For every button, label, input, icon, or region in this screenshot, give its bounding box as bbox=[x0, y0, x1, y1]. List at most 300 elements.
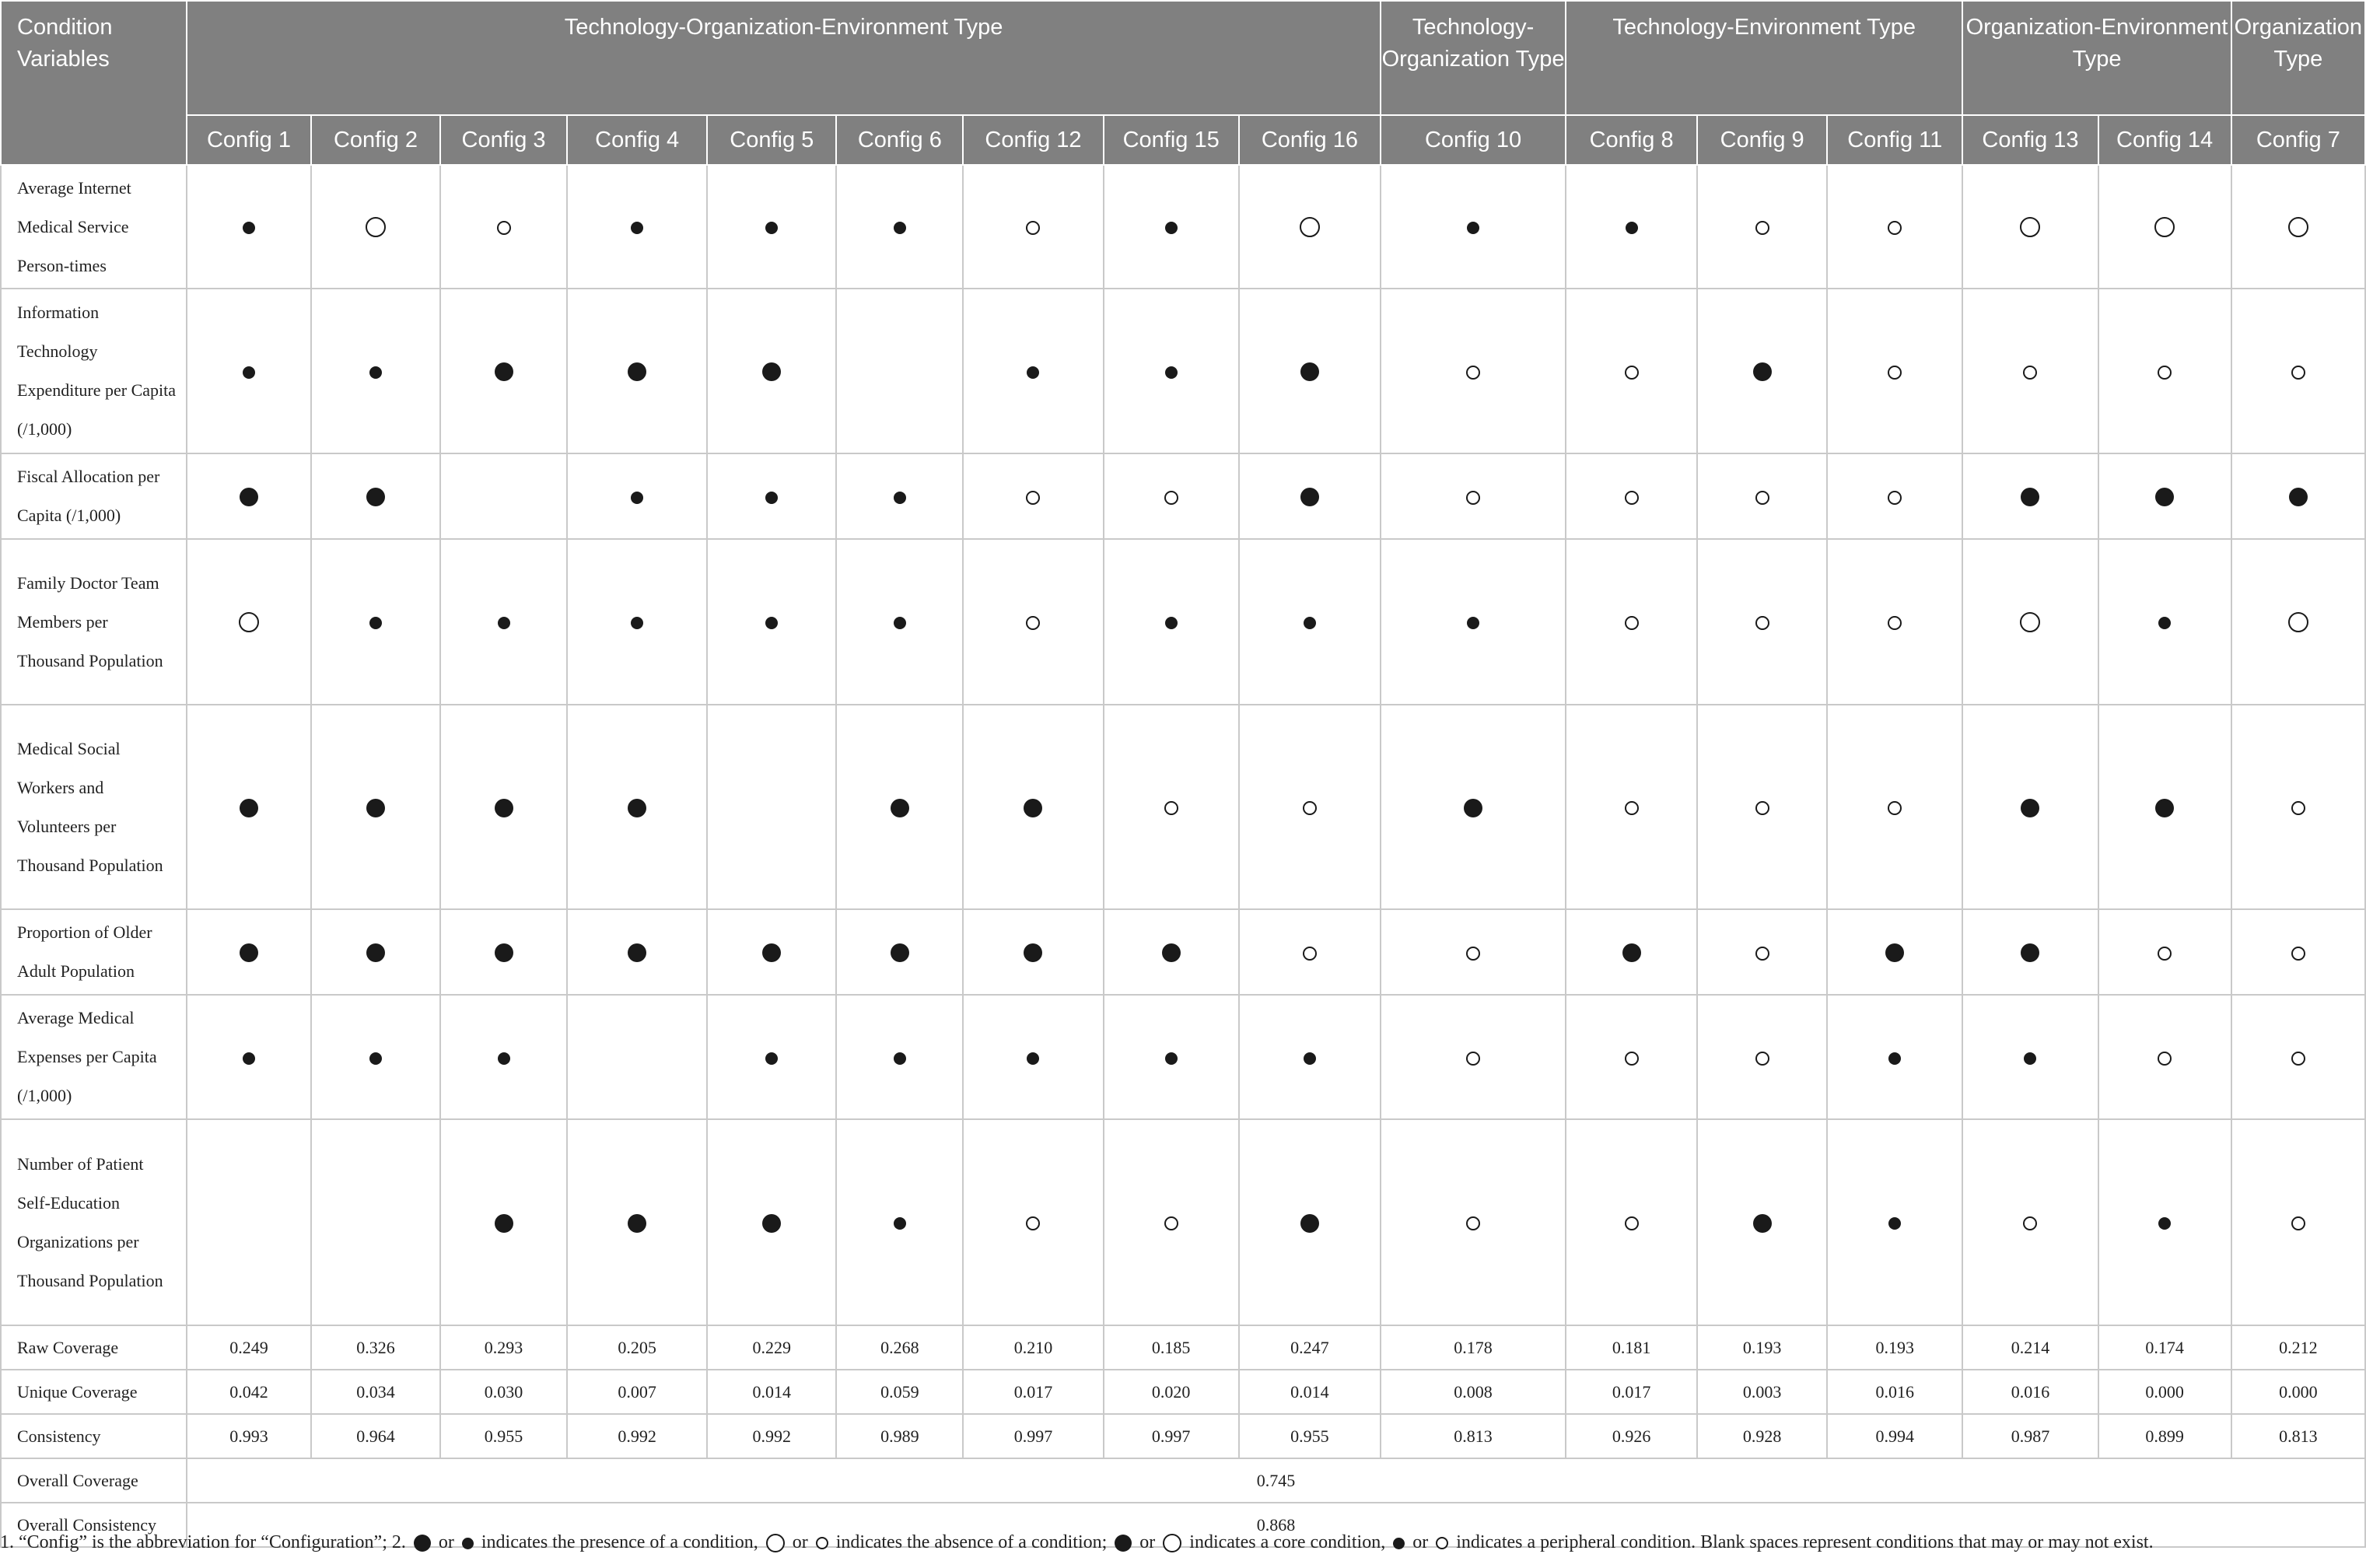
metric-value: 0.181 bbox=[1566, 1325, 1697, 1370]
footnote-or-4: or bbox=[1412, 1532, 1429, 1552]
condition-cell bbox=[2098, 909, 2231, 995]
metric-value: 0.017 bbox=[1566, 1370, 1697, 1414]
peripheral-absent-circle-icon bbox=[2291, 1052, 2305, 1066]
condition-cell bbox=[2098, 995, 2231, 1119]
peripheral-present-dot-icon bbox=[243, 222, 255, 234]
config-header: Config 7 bbox=[2231, 115, 2365, 165]
overall-label: Overall Coverage bbox=[1, 1458, 187, 1503]
condition-cell bbox=[1381, 165, 1566, 289]
core-present-dot-icon bbox=[1024, 943, 1042, 962]
config-header: Config 2 bbox=[311, 115, 440, 165]
peripheral-present-dot-icon bbox=[1165, 222, 1178, 234]
metric-value: 0.017 bbox=[963, 1370, 1103, 1414]
metric-row bbox=[1, 1370, 2365, 1414]
condition-cell bbox=[1962, 995, 2098, 1119]
peripheral-present-dot-icon bbox=[498, 617, 510, 629]
condition-cell bbox=[2231, 165, 2365, 289]
condition-cell bbox=[1827, 705, 1962, 909]
condition-cell bbox=[963, 909, 1103, 995]
condition-cell bbox=[707, 165, 836, 289]
header-group: Technology-Organization-Environment Type bbox=[187, 1, 1381, 115]
config-header: Config 9 bbox=[1697, 115, 1827, 165]
table-body bbox=[1, 165, 2365, 1547]
condition-cell bbox=[836, 453, 963, 539]
peripheral-absent-circle-icon bbox=[2158, 947, 2172, 961]
condition-row bbox=[1, 705, 2365, 909]
metric-value: 0.326 bbox=[311, 1325, 440, 1370]
condition-cell bbox=[836, 539, 963, 705]
condition-cell bbox=[2231, 539, 2365, 705]
core-present-dot-icon bbox=[762, 362, 781, 381]
condition-cell bbox=[1827, 909, 1962, 995]
metric-value: 0.212 bbox=[2231, 1325, 2365, 1370]
peripheral-present-dot-icon bbox=[498, 1052, 510, 1065]
condition-label: Average Medical Expenses per Capita (/1,000) bbox=[1, 995, 187, 1119]
condition-cell bbox=[2098, 705, 2231, 909]
condition-cell bbox=[1827, 539, 1962, 705]
condition-label: Number of Patient Self-Education Organizations per Thousand Population bbox=[1, 1119, 187, 1325]
metric-value: 0.993 bbox=[187, 1414, 311, 1458]
condition-cell bbox=[440, 909, 567, 995]
condition-cell bbox=[1697, 705, 1827, 909]
condition-variables-header: Condition Variables bbox=[1, 1, 187, 165]
core-present-dot-icon bbox=[1024, 799, 1042, 817]
metric-value: 0.020 bbox=[1104, 1370, 1239, 1414]
condition-label: Family Doctor Team Members per Thousand Population bbox=[1, 539, 187, 705]
condition-cell bbox=[1239, 539, 1381, 705]
condition-cell bbox=[1566, 289, 1697, 453]
peripheral-present-dot-icon bbox=[1027, 1052, 1039, 1065]
core-present-dot-icon bbox=[240, 943, 258, 962]
peripheral-present-dot-icon bbox=[1393, 1538, 1405, 1549]
config-header: Config 13 bbox=[1962, 115, 2098, 165]
core-present-dot-icon bbox=[1753, 362, 1772, 381]
core-present-dot-icon bbox=[1115, 1535, 1132, 1552]
header-group: Technology-Environment Type bbox=[1566, 1, 1962, 115]
condition-cell bbox=[963, 705, 1103, 909]
condition-cell bbox=[1566, 909, 1697, 995]
peripheral-absent-circle-icon bbox=[1466, 366, 1480, 380]
metric-value: 0.992 bbox=[567, 1414, 707, 1458]
metric-value: 0.955 bbox=[440, 1414, 567, 1458]
condition-cell bbox=[963, 453, 1103, 539]
condition-cell bbox=[2098, 165, 2231, 289]
condition-cell bbox=[707, 909, 836, 995]
condition-cell bbox=[1962, 289, 2098, 453]
condition-cell bbox=[2231, 995, 2365, 1119]
condition-cell bbox=[311, 289, 440, 453]
metric-label: Raw Coverage bbox=[1, 1325, 187, 1370]
metric-value: 0.293 bbox=[440, 1325, 567, 1370]
condition-cell bbox=[707, 1119, 836, 1325]
core-present-dot-icon bbox=[2155, 488, 2174, 506]
peripheral-absent-circle-icon bbox=[1164, 491, 1178, 505]
peripheral-present-dot-icon bbox=[894, 222, 906, 234]
core-absent-circle-icon bbox=[1300, 217, 1320, 237]
core-present-dot-icon bbox=[762, 1214, 781, 1233]
peripheral-absent-circle-icon bbox=[1625, 1216, 1639, 1230]
condition-label: Proportion of Older Adult Population bbox=[1, 909, 187, 995]
peripheral-absent-circle-icon bbox=[1303, 801, 1317, 815]
metric-value: 0.000 bbox=[2098, 1370, 2231, 1414]
condition-cell bbox=[187, 909, 311, 995]
overall-label: Overall Consistency bbox=[1, 1503, 187, 1547]
config-header: Config 6 bbox=[836, 115, 963, 165]
peripheral-present-dot-icon bbox=[1165, 1052, 1178, 1065]
core-present-dot-icon bbox=[2155, 799, 2174, 817]
condition-cell bbox=[963, 995, 1103, 1119]
overall-row bbox=[1, 1458, 2365, 1503]
peripheral-absent-circle-icon bbox=[1026, 1216, 1040, 1230]
condition-cell bbox=[311, 705, 440, 909]
header-group: Organization-Environment Type bbox=[1962, 1, 2231, 115]
condition-cell bbox=[2098, 453, 2231, 539]
metric-row bbox=[1, 1414, 2365, 1458]
peripheral-present-dot-icon bbox=[1467, 222, 1479, 234]
config-header: Config 14 bbox=[2098, 115, 2231, 165]
metric-value: 0.997 bbox=[1104, 1414, 1239, 1458]
condition-cell bbox=[1697, 539, 1827, 705]
core-present-dot-icon bbox=[414, 1535, 431, 1552]
core-present-dot-icon bbox=[1622, 943, 1641, 962]
condition-cell bbox=[836, 705, 963, 909]
core-present-dot-icon bbox=[495, 799, 513, 817]
core-present-dot-icon bbox=[891, 799, 909, 817]
condition-cell bbox=[707, 289, 836, 453]
condition-row bbox=[1, 289, 2365, 453]
config-header: Config 11 bbox=[1827, 115, 1962, 165]
metric-value: 0.193 bbox=[1827, 1325, 1962, 1370]
metric-label: Unique Coverage bbox=[1, 1370, 187, 1414]
core-absent-circle-icon bbox=[2020, 612, 2040, 632]
core-present-dot-icon bbox=[628, 943, 646, 962]
peripheral-present-dot-icon bbox=[631, 222, 643, 234]
peripheral-absent-circle-icon bbox=[1466, 1216, 1480, 1230]
condition-cell bbox=[1381, 453, 1566, 539]
condition-cell bbox=[440, 165, 567, 289]
condition-cell bbox=[1239, 453, 1381, 539]
condition-cell bbox=[1566, 539, 1697, 705]
metric-value: 0.016 bbox=[1962, 1370, 2098, 1414]
core-present-dot-icon bbox=[1162, 943, 1181, 962]
footnote-or-1: or bbox=[438, 1532, 454, 1552]
core-absent-circle-icon bbox=[1163, 1534, 1181, 1552]
footnote-text-1: 1. “Config” is the abbreviation for “Configuration”; 2. bbox=[0, 1532, 406, 1552]
peripheral-absent-circle-icon bbox=[2291, 947, 2305, 961]
condition-cell bbox=[2231, 453, 2365, 539]
condition-cell bbox=[1239, 1119, 1381, 1325]
metric-value: 0.014 bbox=[1239, 1370, 1381, 1414]
condition-cell bbox=[836, 289, 963, 453]
peripheral-absent-circle-icon bbox=[1164, 1216, 1178, 1230]
metric-value: 0.964 bbox=[311, 1414, 440, 1458]
peripheral-absent-circle-icon bbox=[1755, 947, 1769, 961]
condition-row bbox=[1, 165, 2365, 289]
peripheral-present-dot-icon bbox=[765, 617, 778, 629]
condition-cell bbox=[567, 1119, 707, 1325]
peripheral-present-dot-icon bbox=[1304, 1052, 1316, 1065]
peripheral-present-dot-icon bbox=[894, 617, 906, 629]
condition-cell bbox=[567, 909, 707, 995]
metric-value: 0.185 bbox=[1104, 1325, 1239, 1370]
header-group-row bbox=[1, 1, 2365, 115]
condition-cell bbox=[1381, 995, 1566, 1119]
header-group: Organization Type bbox=[2231, 1, 2365, 115]
metric-label: Consistency bbox=[1, 1414, 187, 1458]
core-present-dot-icon bbox=[240, 488, 258, 506]
condition-cell bbox=[1239, 289, 1381, 453]
condition-cell bbox=[2231, 909, 2365, 995]
condition-cell bbox=[707, 539, 836, 705]
peripheral-present-dot-icon bbox=[1304, 617, 1316, 629]
condition-cell bbox=[440, 539, 567, 705]
condition-cell bbox=[1827, 289, 1962, 453]
header-config-row bbox=[1, 115, 2365, 165]
peripheral-absent-circle-icon bbox=[816, 1537, 828, 1549]
condition-cell bbox=[311, 165, 440, 289]
metric-value: 0.007 bbox=[567, 1370, 707, 1414]
peripheral-present-dot-icon bbox=[765, 222, 778, 234]
condition-cell bbox=[2098, 539, 2231, 705]
condition-cell bbox=[187, 705, 311, 909]
core-present-dot-icon bbox=[1300, 362, 1319, 381]
config-header: Config 3 bbox=[440, 115, 567, 165]
condition-cell bbox=[1381, 909, 1566, 995]
condition-cell bbox=[440, 453, 567, 539]
condition-cell bbox=[1104, 165, 1239, 289]
peripheral-absent-circle-icon bbox=[1625, 616, 1639, 630]
peripheral-present-dot-icon bbox=[1165, 617, 1178, 629]
peripheral-absent-circle-icon bbox=[1888, 801, 1902, 815]
peripheral-present-dot-icon bbox=[894, 1052, 906, 1065]
peripheral-absent-circle-icon bbox=[1888, 221, 1902, 235]
peripheral-absent-circle-icon bbox=[1164, 801, 1178, 815]
condition-cell bbox=[1566, 705, 1697, 909]
footnote-text-5: indicates a peripheral condition. Blank spaces represent conditions that may or may not exist. bbox=[1456, 1532, 2154, 1552]
metric-value: 0.989 bbox=[836, 1414, 963, 1458]
metric-value: 0.214 bbox=[1962, 1325, 2098, 1370]
table-footnote bbox=[0, 1532, 2366, 1553]
config-header: Config 5 bbox=[707, 115, 836, 165]
condition-cell bbox=[440, 289, 567, 453]
condition-cell bbox=[1962, 165, 2098, 289]
peripheral-present-dot-icon bbox=[1165, 366, 1178, 379]
metric-value: 0.059 bbox=[836, 1370, 963, 1414]
core-present-dot-icon bbox=[366, 943, 385, 962]
metric-value: 0.178 bbox=[1381, 1325, 1566, 1370]
peripheral-present-dot-icon bbox=[1888, 1217, 1901, 1230]
metric-value: 0.992 bbox=[707, 1414, 836, 1458]
peripheral-absent-circle-icon bbox=[1625, 366, 1639, 380]
condition-cell bbox=[1697, 165, 1827, 289]
condition-cell bbox=[1962, 705, 2098, 909]
footnote-or-3: or bbox=[1139, 1532, 1156, 1552]
condition-cell bbox=[963, 1119, 1103, 1325]
core-present-dot-icon bbox=[762, 943, 781, 962]
condition-cell bbox=[1697, 453, 1827, 539]
condition-cell bbox=[567, 453, 707, 539]
condition-cell bbox=[2098, 1119, 2231, 1325]
peripheral-absent-circle-icon bbox=[1625, 801, 1639, 815]
metric-value: 0.247 bbox=[1239, 1325, 1381, 1370]
core-present-dot-icon bbox=[1753, 1214, 1772, 1233]
peripheral-absent-circle-icon bbox=[2158, 366, 2172, 380]
peripheral-absent-circle-icon bbox=[2291, 801, 2305, 815]
core-present-dot-icon bbox=[1300, 488, 1319, 506]
core-present-dot-icon bbox=[891, 943, 909, 962]
condition-row bbox=[1, 995, 2365, 1119]
core-absent-circle-icon bbox=[366, 217, 386, 237]
condition-cell bbox=[963, 289, 1103, 453]
peripheral-present-dot-icon bbox=[1467, 617, 1479, 629]
peripheral-absent-circle-icon bbox=[1026, 616, 1040, 630]
condition-cell bbox=[707, 995, 836, 1119]
condition-cell bbox=[1239, 995, 1381, 1119]
metric-value: 0.268 bbox=[836, 1325, 963, 1370]
peripheral-absent-circle-icon bbox=[497, 221, 511, 235]
core-present-dot-icon bbox=[495, 362, 513, 381]
condition-row bbox=[1, 453, 2365, 539]
condition-cell bbox=[1697, 289, 1827, 453]
header-group: Technology-Organization Type bbox=[1381, 1, 1566, 115]
core-present-dot-icon bbox=[495, 943, 513, 962]
peripheral-absent-circle-icon bbox=[1466, 947, 1480, 961]
peripheral-absent-circle-icon bbox=[1436, 1537, 1448, 1549]
metric-value: 0.926 bbox=[1566, 1414, 1697, 1458]
condition-cell bbox=[1104, 909, 1239, 995]
condition-cell bbox=[187, 453, 311, 539]
condition-cell bbox=[1104, 1119, 1239, 1325]
core-present-dot-icon bbox=[366, 488, 385, 506]
core-present-dot-icon bbox=[628, 799, 646, 817]
metric-value: 0.174 bbox=[2098, 1325, 2231, 1370]
metric-value: 0.000 bbox=[2231, 1370, 2365, 1414]
condition-cell bbox=[1962, 1119, 2098, 1325]
core-absent-circle-icon bbox=[2020, 217, 2040, 237]
peripheral-present-dot-icon bbox=[2158, 617, 2171, 629]
condition-cell bbox=[311, 909, 440, 995]
condition-cell bbox=[1104, 453, 1239, 539]
condition-row bbox=[1, 1119, 2365, 1325]
peripheral-absent-circle-icon bbox=[1625, 1052, 1639, 1066]
peripheral-absent-circle-icon bbox=[1755, 491, 1769, 505]
condition-cell bbox=[707, 453, 836, 539]
metric-value: 0.008 bbox=[1381, 1370, 1566, 1414]
condition-cell bbox=[1239, 165, 1381, 289]
peripheral-present-dot-icon bbox=[631, 492, 643, 504]
core-absent-circle-icon bbox=[239, 612, 259, 632]
condition-cell bbox=[187, 289, 311, 453]
peripheral-present-dot-icon bbox=[1888, 1052, 1901, 1065]
condition-label: Average Internet Medical Service Person-times bbox=[1, 165, 187, 289]
condition-cell bbox=[311, 453, 440, 539]
condition-cell bbox=[836, 909, 963, 995]
metric-value: 0.987 bbox=[1962, 1414, 2098, 1458]
core-absent-circle-icon bbox=[2154, 217, 2175, 237]
peripheral-absent-circle-icon bbox=[1888, 366, 1902, 380]
footnote-or-2: or bbox=[792, 1532, 808, 1552]
condition-cell bbox=[187, 165, 311, 289]
core-present-dot-icon bbox=[628, 1214, 646, 1233]
peripheral-absent-circle-icon bbox=[1755, 221, 1769, 235]
overall-value: 0.745 bbox=[187, 1458, 2365, 1503]
peripheral-present-dot-icon bbox=[369, 617, 382, 629]
condition-cell bbox=[311, 1119, 440, 1325]
core-present-dot-icon bbox=[1464, 799, 1482, 817]
condition-cell bbox=[707, 705, 836, 909]
peripheral-absent-circle-icon bbox=[1888, 616, 1902, 630]
core-present-dot-icon bbox=[240, 799, 258, 817]
condition-cell bbox=[2231, 289, 2365, 453]
peripheral-absent-circle-icon bbox=[1466, 1052, 1480, 1066]
condition-cell bbox=[1104, 539, 1239, 705]
condition-cell bbox=[567, 705, 707, 909]
peripheral-present-dot-icon bbox=[462, 1538, 474, 1549]
core-present-dot-icon bbox=[628, 362, 646, 381]
condition-cell bbox=[1381, 539, 1566, 705]
condition-cell bbox=[1381, 705, 1566, 909]
config-header: Config 8 bbox=[1566, 115, 1697, 165]
peripheral-absent-circle-icon bbox=[1303, 947, 1317, 961]
peripheral-absent-circle-icon bbox=[2023, 366, 2037, 380]
metric-value: 0.899 bbox=[2098, 1414, 2231, 1458]
condition-cell bbox=[1239, 909, 1381, 995]
metric-value: 0.003 bbox=[1697, 1370, 1827, 1414]
metric-row bbox=[1, 1325, 2365, 1370]
core-present-dot-icon bbox=[2021, 799, 2039, 817]
peripheral-present-dot-icon bbox=[2158, 1217, 2171, 1230]
condition-cell bbox=[567, 539, 707, 705]
peripheral-present-dot-icon bbox=[894, 492, 906, 504]
condition-cell bbox=[567, 995, 707, 1119]
condition-cell bbox=[440, 1119, 567, 1325]
metric-value: 0.210 bbox=[963, 1325, 1103, 1370]
peripheral-present-dot-icon bbox=[369, 366, 382, 379]
condition-cell bbox=[1104, 705, 1239, 909]
metric-value: 0.016 bbox=[1827, 1370, 1962, 1414]
peripheral-present-dot-icon bbox=[243, 366, 255, 379]
core-absent-circle-icon bbox=[766, 1534, 785, 1552]
table-header bbox=[1, 1, 2365, 165]
peripheral-present-dot-icon bbox=[765, 492, 778, 504]
condition-cell bbox=[836, 165, 963, 289]
condition-cell bbox=[311, 539, 440, 705]
peripheral-absent-circle-icon bbox=[2158, 1052, 2172, 1066]
peripheral-present-dot-icon bbox=[1027, 366, 1039, 379]
core-present-dot-icon bbox=[2021, 943, 2039, 962]
condition-cell bbox=[2231, 705, 2365, 909]
metric-value: 0.997 bbox=[963, 1414, 1103, 1458]
core-absent-circle-icon bbox=[2288, 217, 2308, 237]
condition-cell bbox=[2098, 289, 2231, 453]
condition-cell bbox=[963, 539, 1103, 705]
metric-value: 0.249 bbox=[187, 1325, 311, 1370]
peripheral-present-dot-icon bbox=[894, 1217, 906, 1230]
condition-cell bbox=[1827, 1119, 1962, 1325]
peripheral-present-dot-icon bbox=[1626, 222, 1638, 234]
config-header: Config 10 bbox=[1381, 115, 1566, 165]
core-present-dot-icon bbox=[366, 799, 385, 817]
peripheral-absent-circle-icon bbox=[2291, 1216, 2305, 1230]
config-header: Config 4 bbox=[567, 115, 707, 165]
footnote-text-3: indicates the absence of a condition; bbox=[835, 1532, 1108, 1552]
condition-row bbox=[1, 539, 2365, 705]
core-present-dot-icon bbox=[2021, 488, 2039, 506]
condition-cell bbox=[1239, 705, 1381, 909]
metric-value: 0.813 bbox=[2231, 1414, 2365, 1458]
condition-cell bbox=[1566, 165, 1697, 289]
metric-value: 0.928 bbox=[1697, 1414, 1827, 1458]
